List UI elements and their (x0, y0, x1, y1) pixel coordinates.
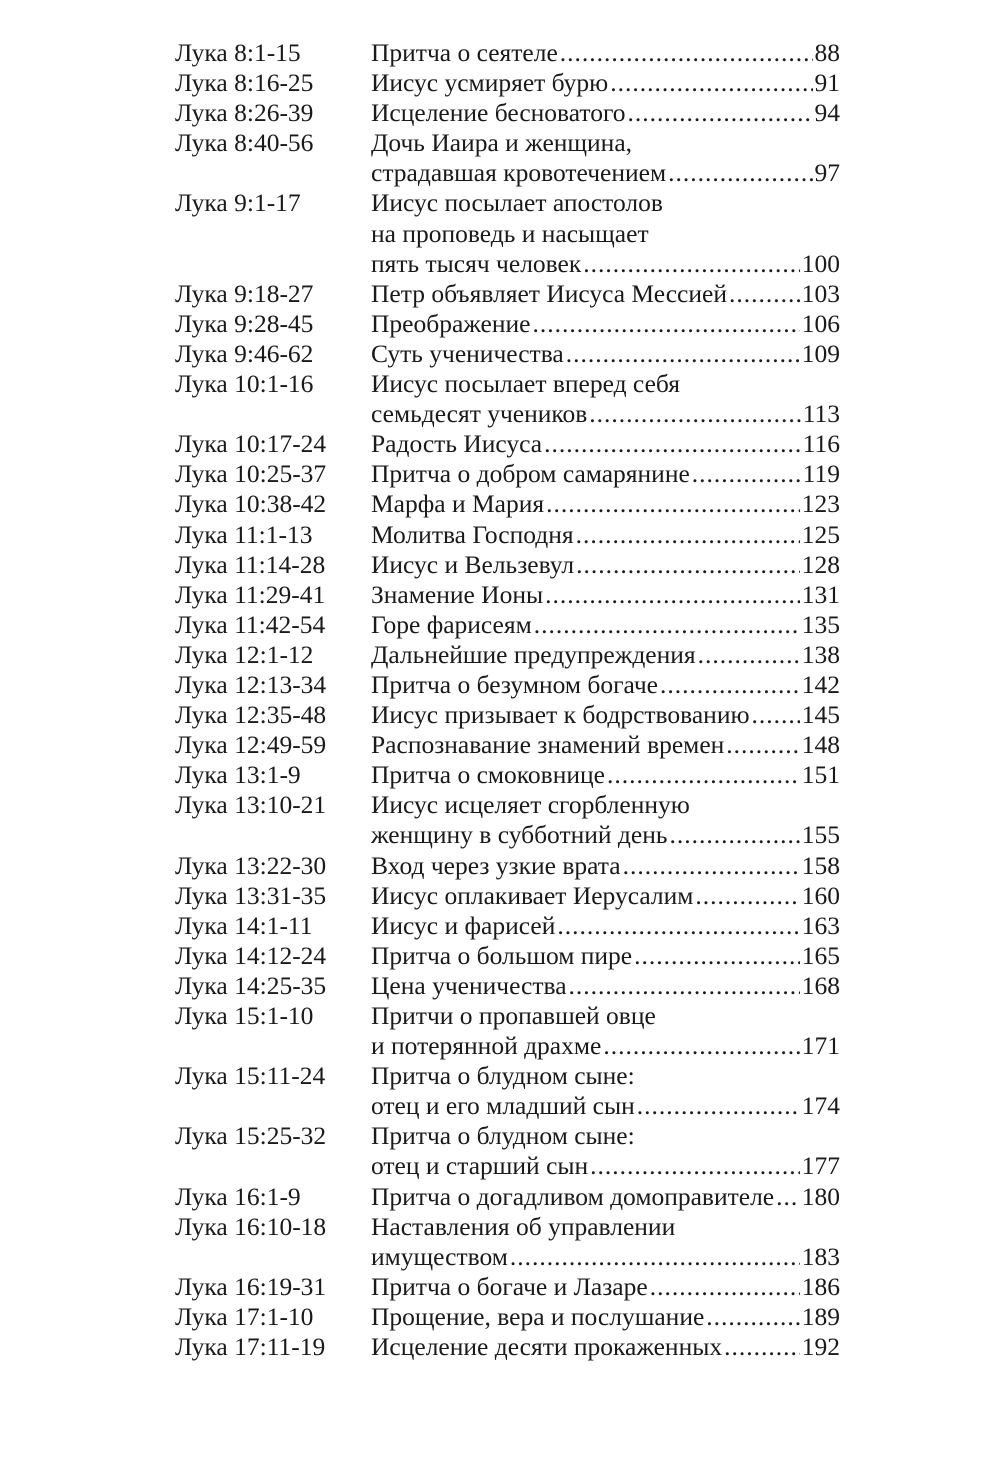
dot-leader (544, 429, 801, 459)
table-of-contents (175, 38, 840, 1362)
toc-reference: Лука 15:25-32 (175, 1121, 327, 1151)
toc-page-number: 168 (801, 970, 840, 1000)
dot-leader (607, 760, 800, 790)
toc-title (371, 459, 840, 489)
toc-page-number: 180 (801, 1181, 840, 1211)
toc-title-line: Иисус и Вельзевул (371, 549, 575, 579)
dot-leader (634, 941, 800, 971)
toc-title (371, 640, 840, 670)
toc-page-number: 192 (801, 1332, 840, 1362)
dot-leader (706, 1302, 799, 1332)
dot-leader (533, 309, 800, 339)
dot-leader (569, 971, 800, 1001)
toc-reference: Лука 14:1-11 (175, 910, 313, 940)
toc-title (371, 941, 840, 971)
toc-page-number: 123 (801, 489, 840, 519)
toc-reference: Лука 12:1-12 (175, 639, 314, 669)
toc-title (371, 279, 840, 309)
toc-title-line: Иисус оплакивает Иерусалим (371, 880, 694, 910)
toc-title-line: и потерянной драхме (371, 1031, 602, 1061)
dot-leader (637, 1091, 800, 1121)
dot-leader (650, 1272, 800, 1302)
toc-entry (175, 128, 840, 188)
toc-page-number: 135 (801, 609, 840, 639)
toc-title (371, 1001, 840, 1061)
toc-reference: Лука 11:1-13 (175, 519, 313, 549)
toc-title (371, 1332, 840, 1362)
dot-leader (726, 730, 799, 760)
toc-page-number: 113 (802, 399, 840, 429)
toc-title-line: Петр объявляет Иисуса Мессией (371, 278, 727, 308)
dot-leader (545, 580, 800, 610)
toc-page-number: 91 (814, 68, 840, 98)
toc-title-line: Иисус посылает апостолов (371, 188, 663, 218)
toc-title-line: семьдесят учеников (371, 399, 588, 429)
toc-title-line: Притча о богаче и Лазаре (371, 1271, 648, 1301)
toc-page-number: 148 (801, 730, 840, 760)
toc-title-line: пять тысяч человек (371, 248, 582, 278)
toc-page-number: 171 (801, 1031, 840, 1061)
dot-leader (623, 851, 800, 881)
toc-entry (175, 309, 840, 339)
toc-reference: Лука 10:17-24 (175, 429, 327, 459)
toc-entry (175, 38, 840, 68)
toc-entry (175, 339, 840, 369)
toc-title (371, 550, 840, 580)
toc-title (371, 1272, 840, 1302)
toc-page-number: 186 (801, 1271, 840, 1301)
toc-title (371, 610, 840, 640)
toc-title (371, 881, 840, 911)
dot-leader (583, 249, 799, 279)
dot-leader (776, 1182, 800, 1212)
toc-title (371, 911, 840, 941)
toc-reference: Лука 10:1-16 (175, 369, 314, 399)
toc-reference: Лука 17:11-19 (175, 1332, 326, 1362)
toc-page-number: 160 (801, 880, 840, 910)
toc-entry (175, 1001, 840, 1061)
toc-reference: Лука 13:1-9 (175, 760, 301, 790)
toc-entry (175, 188, 840, 278)
toc-entry (175, 429, 840, 459)
dot-leader (610, 68, 812, 98)
toc-title (371, 98, 840, 128)
dot-leader (724, 1332, 800, 1362)
toc-title-line: Прощение, вера и послушание (371, 1301, 705, 1331)
toc-entry (175, 489, 840, 519)
toc-entry (175, 1302, 840, 1332)
toc-page-number: 165 (801, 940, 840, 970)
toc-title-line: отец и старший сын (371, 1151, 589, 1181)
toc-entry (175, 1121, 840, 1181)
dot-leader (668, 158, 812, 188)
toc-title-line: Притча о безумном богаче (371, 669, 658, 699)
toc-reference: Лука 15:11-24 (175, 1061, 326, 1091)
toc-entry (175, 911, 840, 941)
toc-entry (175, 640, 840, 670)
toc-title-line: Притча о большом пире (371, 940, 633, 970)
toc-title (371, 1302, 840, 1332)
toc-title (371, 790, 840, 850)
toc-title-line: имуществом (371, 1241, 508, 1271)
toc-title (371, 700, 840, 730)
toc-reference: Лука 10:25-37 (175, 459, 327, 489)
toc-reference: Лука 13:22-30 (175, 850, 327, 880)
toc-entry (175, 790, 840, 850)
toc-entry (175, 98, 840, 128)
toc-entry (175, 730, 840, 760)
dot-leader (589, 399, 800, 429)
toc-title (371, 730, 840, 760)
toc-title-line: Преображение (371, 308, 531, 338)
toc-entry (175, 1061, 840, 1121)
toc-entry (175, 1272, 840, 1302)
toc-page-number: 100 (801, 248, 840, 278)
toc-title-line: Исцеление десяти прокаженных (371, 1332, 723, 1362)
toc-reference: Лука 14:12-24 (175, 940, 327, 970)
dot-leader (752, 700, 800, 730)
toc-title-line: Притча о смоковнице (371, 760, 605, 790)
toc-title-line: Притча о блудном сыне: (371, 1121, 635, 1151)
toc-entry (175, 851, 840, 881)
dot-leader (692, 459, 801, 489)
toc-title-line: Наставления об управлении (371, 1211, 676, 1241)
toc-page-number: 125 (801, 519, 840, 549)
toc-entry (175, 941, 840, 971)
toc-title (371, 1212, 840, 1272)
toc-reference: Лука 16:10-18 (175, 1211, 327, 1241)
dot-leader (546, 489, 800, 519)
toc-title (371, 429, 840, 459)
toc-entry (175, 1212, 840, 1272)
toc-title-line: Марфа и Мария (371, 489, 545, 519)
dot-leader (510, 1242, 800, 1272)
toc-page-number: 119 (802, 459, 840, 489)
toc-reference: Лука 9:28-45 (175, 308, 314, 338)
toc-title-line: Притча о сеятеле (371, 38, 558, 67)
toc-reference: Лука 12:35-48 (175, 700, 327, 730)
dot-leader (660, 670, 800, 700)
toc-entry (175, 670, 840, 700)
dot-leader (698, 640, 800, 670)
toc-page-number: 103 (801, 278, 840, 308)
toc-page-number: 183 (801, 1241, 840, 1271)
toc-title-line: отец и его младший сын (371, 1091, 635, 1121)
dot-leader (566, 339, 800, 369)
toc-page-number: 189 (801, 1301, 840, 1331)
toc-page-number: 106 (801, 308, 840, 338)
toc-reference: Лука 9:18-27 (175, 278, 314, 308)
toc-reference: Лука 16:1-9 (175, 1181, 301, 1211)
toc-entry (175, 1182, 840, 1212)
toc-title-line: Притча о догадливом домоправителе (371, 1181, 775, 1211)
toc-reference: Лука 12:13-34 (175, 669, 327, 699)
toc-page-number: 145 (801, 700, 840, 730)
toc-entry (175, 550, 840, 580)
toc-title-line: Вход через узкие врата (371, 850, 621, 880)
toc-title (371, 971, 840, 1001)
toc-title (371, 760, 840, 790)
toc-title (371, 339, 840, 369)
toc-title-line: Иисус и фарисей (371, 910, 556, 940)
toc-page-number: 131 (801, 579, 840, 609)
toc-entry (175, 369, 840, 429)
toc-title-line: Иисус посылает вперед себя (371, 369, 680, 399)
dot-leader (670, 820, 800, 850)
toc-title (371, 1182, 840, 1212)
toc-title-line: женщину в субботний день (371, 820, 668, 850)
toc-page-number: 128 (801, 549, 840, 579)
toc-page-number: 97 (814, 158, 840, 188)
toc-reference: Лука 13:31-35 (175, 880, 327, 910)
toc-title (371, 489, 840, 519)
toc-reference: Лука 10:38-42 (175, 489, 327, 519)
toc-entry (175, 520, 840, 550)
toc-page-number: 151 (801, 760, 840, 790)
toc-reference: Лука 9:46-62 (175, 338, 314, 368)
dot-leader (628, 98, 813, 128)
toc-title-line: на проповедь и насыщает (371, 218, 649, 248)
toc-title-line: Суть ученичества (371, 338, 564, 368)
toc-title-line: Радость Иисуса (371, 429, 543, 459)
toc-title-line: Дальнейшие предупреждения (371, 639, 696, 669)
toc-title (371, 1061, 840, 1121)
toc-entry (175, 881, 840, 911)
toc-title-line: Иисус усмиряет бурю (371, 68, 609, 98)
toc-title-line: Горе фарисеям (371, 609, 532, 639)
toc-page-number: 109 (801, 338, 840, 368)
toc-title-line: Цена ученичества (371, 970, 567, 1000)
toc-reference: Лука 15:1-10 (175, 1001, 314, 1030)
toc-reference: Лука 8:40-56 (175, 128, 314, 158)
toc-title-line: Иисус призывает к бодрствованию (371, 700, 750, 730)
dot-leader (576, 550, 800, 580)
toc-reference: Лука 13:10-21 (175, 790, 327, 820)
toc-reference: Лука 8:1-15 (175, 38, 301, 67)
toc-reference: Лука 11:14-28 (175, 549, 326, 579)
toc-page-number: 163 (801, 910, 840, 940)
toc-title (371, 128, 840, 188)
toc-title-line: Дочь Иаира и женщина, (371, 128, 633, 158)
toc-entry (175, 580, 840, 610)
toc-entry (175, 68, 840, 98)
toc-entry (175, 610, 840, 640)
toc-title (371, 1121, 840, 1181)
toc-page-number: 155 (801, 820, 840, 850)
toc-entry (175, 459, 840, 489)
toc-entry (175, 971, 840, 1001)
toc-page-number: 94 (814, 98, 840, 128)
toc-title-line: страдавшая кровотечением (371, 158, 667, 188)
toc-reference: Лука 8:16-25 (175, 68, 314, 98)
toc-reference: Лука 14:25-35 (175, 970, 327, 1000)
toc-entry (175, 1332, 840, 1362)
toc-title (371, 68, 840, 98)
dot-leader (557, 911, 799, 941)
toc-page-number: 138 (801, 639, 840, 669)
toc-page-number: 142 (801, 669, 840, 699)
toc-reference: Лука 11:29-41 (175, 579, 326, 609)
toc-title (371, 520, 840, 550)
dot-leader (590, 1151, 800, 1181)
toc-title (371, 38, 840, 68)
dot-leader (576, 520, 800, 550)
dot-leader (729, 279, 800, 309)
toc-title-line: Притча о добром самарянине (371, 459, 690, 489)
toc-page-number: 174 (801, 1091, 840, 1121)
dot-leader (560, 38, 813, 68)
dot-leader (695, 881, 799, 911)
toc-reference: Лука 16:19-31 (175, 1271, 327, 1301)
toc-reference: Лука 12:49-59 (175, 730, 327, 760)
toc-title-line: Распознавание знамений времен (371, 730, 725, 760)
toc-title-line: Притчи о пропавшей овце (371, 1001, 656, 1030)
toc-title-line: Знамение Ионы (371, 579, 544, 609)
toc-title (371, 851, 840, 881)
dot-leader (603, 1031, 799, 1061)
toc-reference: Лука 11:42-54 (175, 609, 326, 639)
toc-title-line: Молитва Господня (371, 519, 574, 549)
toc-page-number: 158 (801, 850, 840, 880)
toc-title-line: Исцеление бесноватого (371, 98, 626, 128)
toc-reference: Лука 17:1-10 (175, 1301, 314, 1331)
toc-title-line: Притча о блудном сыне: (371, 1061, 635, 1091)
toc-title (371, 580, 840, 610)
toc-title (371, 188, 840, 278)
toc-title (371, 670, 840, 700)
toc-title (371, 369, 840, 429)
toc-title-line: Иисус исцеляет сгорбленную (371, 790, 690, 820)
toc-page-number: 116 (802, 429, 840, 459)
toc-entry (175, 760, 840, 790)
toc-reference: Лука 9:1-17 (175, 188, 301, 218)
toc-entry (175, 700, 840, 730)
toc-page-number: 88 (814, 38, 840, 67)
toc-page-number: 177 (801, 1151, 840, 1181)
dot-leader (534, 610, 800, 640)
toc-title (371, 309, 840, 339)
toc-reference: Лука 8:26-39 (175, 98, 314, 128)
toc-entry (175, 279, 840, 309)
